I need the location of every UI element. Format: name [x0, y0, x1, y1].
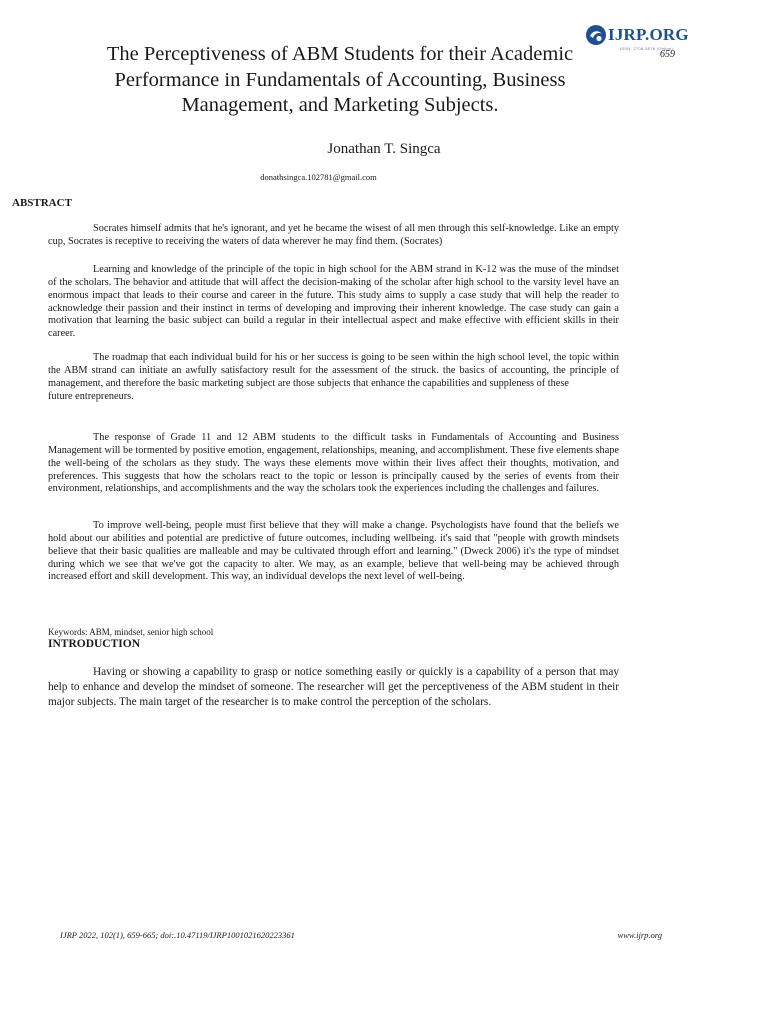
footer-url[interactable]: www.ijrp.org: [617, 930, 662, 940]
author-email: donathsingca.102781@gmail.com: [260, 172, 377, 182]
logo-text: IJRP.ORG: [608, 25, 689, 44]
footer-citation: IJRP 2022, 102(1), 659-665; doi:.10.47119/IJRP1001021620223361: [60, 930, 295, 940]
abstract-paragraph: Socrates himself admits that he's ignorant, and yet he became the wisest of all men through this self-knowledge. Like an empty cup, Socrates is receptive to receiving the waters of data wherever he may find them. (Socrates): [48, 223, 619, 247]
author-name: Jonathan T. Singca: [327, 141, 441, 157]
keywords: Keywords: ABM, mindset, senior high school: [48, 627, 214, 637]
abstract-paragraph: The response of Grade 11 and 12 ABM students to the difficult tasks in Fundamentals of Accounting and Business Management will be tormented by positive emotion, engagement, relationships, meaning, and accomplishment. These five elements shape the well-being of the scholars as they study. The ways these elements move within their lives affect their thoughts, motivation, and preferences. This suggests that how the scholars react to the topic or lesson is principally caused by the series of events from their environment, relationships, and accomplishments and the way the scholars took the experiences including the challenges and failures.: [48, 432, 619, 495]
abstract-heading: ABSTRACT: [12, 197, 72, 209]
paper-title: The Perceptiveness of ABM Students for their Academic Performance in Fundamentals of Accounting, Business Management, and Marketing Subjects.: [106, 43, 574, 116]
page-number: 659: [660, 49, 675, 60]
abstract-paragraph: The roadmap that each individual build for his or her success is going to be seen within the high school level, the topic within the ABM strand can initiate an awfully satisfactory result for the assessment of the struck. the basics of accounting, the principle of management, and therefore the basic marketing subject are those subjects that enhance the capabilities and suppleness of these future entrepreneurs.: [48, 352, 619, 402]
logo-subtitle: ISSN: 2708-3578 (Online): [620, 46, 674, 51]
abstract-paragraph: Learning and knowledge of the principle of the topic in high school for the ABM strand in K-12 was the muse of the mindset of the scholars. The behavior and attitude that will affect the decision-making of the scholar after high school to the varsity level have an enormous impact that leads to their course and career in the future. This study aims to supply a case study that will help the reader to acknowledge their passion and their instinct in terms of developing and improving their inherent knowledge. The case study can gain a motivation that learning the basic subject can build a regular in their intellectual aspect and make effective with efficient skills in their career.: [48, 264, 619, 340]
introduction-paragraph: Having or showing a capability to grasp or notice something easily or quickly is a capability of a person that may help to enhance and develop the mindset of someone. The researcher will get the perceptiveness of the ABM student in their major subjects. The main target of the researcher is to make control the perception of the scholars.: [48, 666, 619, 709]
introduction-heading: INTRODUCTION: [48, 638, 141, 650]
abstract-paragraph: To improve well-being, people must first believe that they will make a change. Psychologists have found that the beliefs we hold about our abilities and potential are predictive of future outcomes, including wellbeing. it's said that "people with growth mindsets believe that their basic qualities are malleable and may be cultivated through effort and learning." (Dweck 2006) it's the type of mindset during which we see that we've got the capacity to alter. We may, as an example, believe that well-being may be achieved through increased effort and skill development. This way, an individual develops the next level of well-being.: [48, 520, 619, 583]
